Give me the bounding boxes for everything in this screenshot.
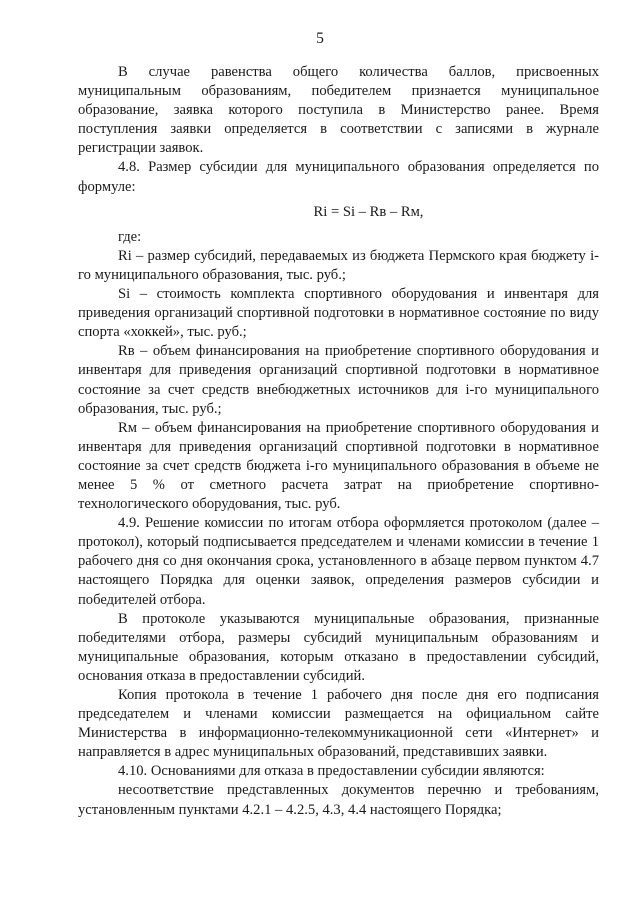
paragraph-protocol-copy: Копия протокола в течение 1 рабочего дня после дня его подписания председателем и членами комиссии размещается на официальном сайте Министерства в информационно-телекоммуникационной сети «Интернет» и направляется в адрес муниципальных образований, представивших заявки. [78, 687, 599, 761]
paragraph-protocol-contents: В протоколе указываются муниципальные образования, признанные победителями отбора, размеры субсидий муниципальным образованиям и муниципальные образования, которым отказано в предоставлении субсидий, основания отказа в предоставлении субсидий. [78, 610, 599, 684]
definition-ri: Ri – размер субсидий, передаваемых из бюджета Пермского края бюджету i-го муниципального образования, тыс. руб.; [78, 247, 599, 283]
definition-si: Si – стоимость комплекта спортивного оборудования и инвентаря для приведения организаций спортивной подготовки в нормативное состояние по виду спорта «хоккей», тыс. руб.; [78, 286, 599, 341]
paragraph-4-9: 4.9. Решение комиссии по итогам отбора оформляется протоколом (далее – протокол), который подписывается председателем и членами комиссии в течение 1 рабочего дня со дня окончания срока, установленного в абзаце первом пунктом 4.7 настоящего Порядка для оценки заявок, определения размеров субсидии и победителей отбора. [78, 515, 599, 608]
paragraph-where: где: [118, 228, 142, 245]
document-body [78, 63, 599, 820]
definition-rm: Rм – объем финансирования на приобретение спортивного оборудования и инвентаря для приведения организаций спортивной подготовки в нормативное состояние за счет средств бюджета i-го муниципального образования в объеме не менее 5 % от сметного расчета затрат на приобретение спортивно-технологического оборудования, тыс. руб. [78, 419, 599, 513]
paragraph-4-10: 4.10. Основаниями для отказа в предоставлении субсидии являются: [118, 763, 545, 780]
paragraph-4-8: 4.8. Размер субсидии для муниципального образования определяется по формуле: [78, 159, 599, 195]
paragraph-refusal-reason-1: несоответствие представленных документов перечню и требованиям, установленным пунктами 4.2.1 – 4.2.5, 4.3, 4.4 настоящего Порядка; [78, 782, 599, 818]
page-number: 5 [316, 30, 324, 47]
paragraph-tie-rule: В случае равенства общего количества баллов, присвоенных муниципальным образованиям, победителем признается муниципальное образование, заявка которого поступила в Министерство ранее. Время поступления заявки определяется в соответствии с записями в журнале регистрации заявок. [78, 64, 599, 157]
definition-rv: Rв – объем финансирования на приобретение спортивного оборудования и инвентаря для приведения организаций спортивной подготовки в нормативное состояние за счет средств внебюджетных источников для i-го муниципального образования, тыс. руб.; [78, 343, 599, 417]
subsidy-formula: Ri = Si – Rв – Rм, [313, 203, 424, 220]
